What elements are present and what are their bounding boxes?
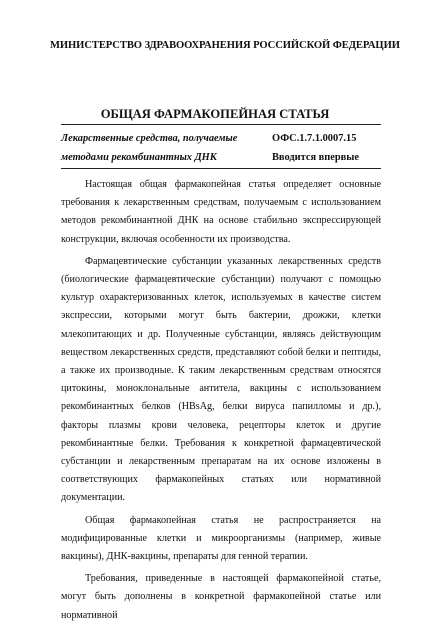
meta-block [272, 129, 382, 167]
document-code: ОФС.1.7.1.0007.15 [272, 133, 357, 144]
subject-block [61, 129, 261, 167]
document-body [61, 176, 381, 629]
paragraph: Общая фармакопейная статья не распространяется на модифицированные клетки и микроорганизмы (например, живые вакцины), ДНК-вакцины, препараты для генной терапии. [61, 514, 381, 563]
document-status: Вводится впервые [272, 152, 359, 163]
subject-line-1: Лекарственные средства, получаемые [61, 133, 238, 144]
ministry-heading: МИНИСТЕРСТВО ЗДРАВООХРАНЕНИЯ РОССИЙСКОЙ ФЕДЕРАЦИИ [50, 40, 400, 51]
subject-line-2: методами рекомбинантных ДНК [61, 152, 217, 163]
bottom-divider [61, 168, 381, 169]
top-divider [61, 124, 381, 125]
paragraph: Настоящая общая фармакопейная статья определяет основные требования к лекарственным средствам, получаемым с использованием методов рекомбинантной ДНК на основе стабильно экспрессирующей конструкции, включая особенности их производства. [61, 179, 381, 245]
document-title: ОБЩАЯ ФАРМАКОПЕЙНАЯ СТАТЬЯ [100, 107, 330, 121]
paragraph: Требования, приведенные в настоящей фармакопейной статье, могут быть дополнены в конкретной фармакопейной статье или нормативной [61, 573, 381, 621]
paragraph: Фармацевтические субстанции указанных лекарственных средств (биологические фармацевтические субстанции) получают с помощью культур охарактеризованных клеток, используемых в качестве систем экспрессии, которыми могут быть бактерии, дрожжи, клетки млекопитающих и др. Полученные субстанции, являясь действующим веществом лекарственных средств, представляют собой белки и пептиды, а также их производные. К таким лекарственным средствам относятся цитокины, моноклональные антитела, вакцины с использованием рекомбинантных белков (HBsAg, белки вируса папилломы и др.), факторы плазмы крови человека, рецепторы клеток и другие рекомбинантные белки. Требования к конкретной фармацевтической субстанции и лекарственным препаратам на их основе изложены в соответствующих фармакопейных статьях или нормативной документации. [61, 255, 381, 504]
